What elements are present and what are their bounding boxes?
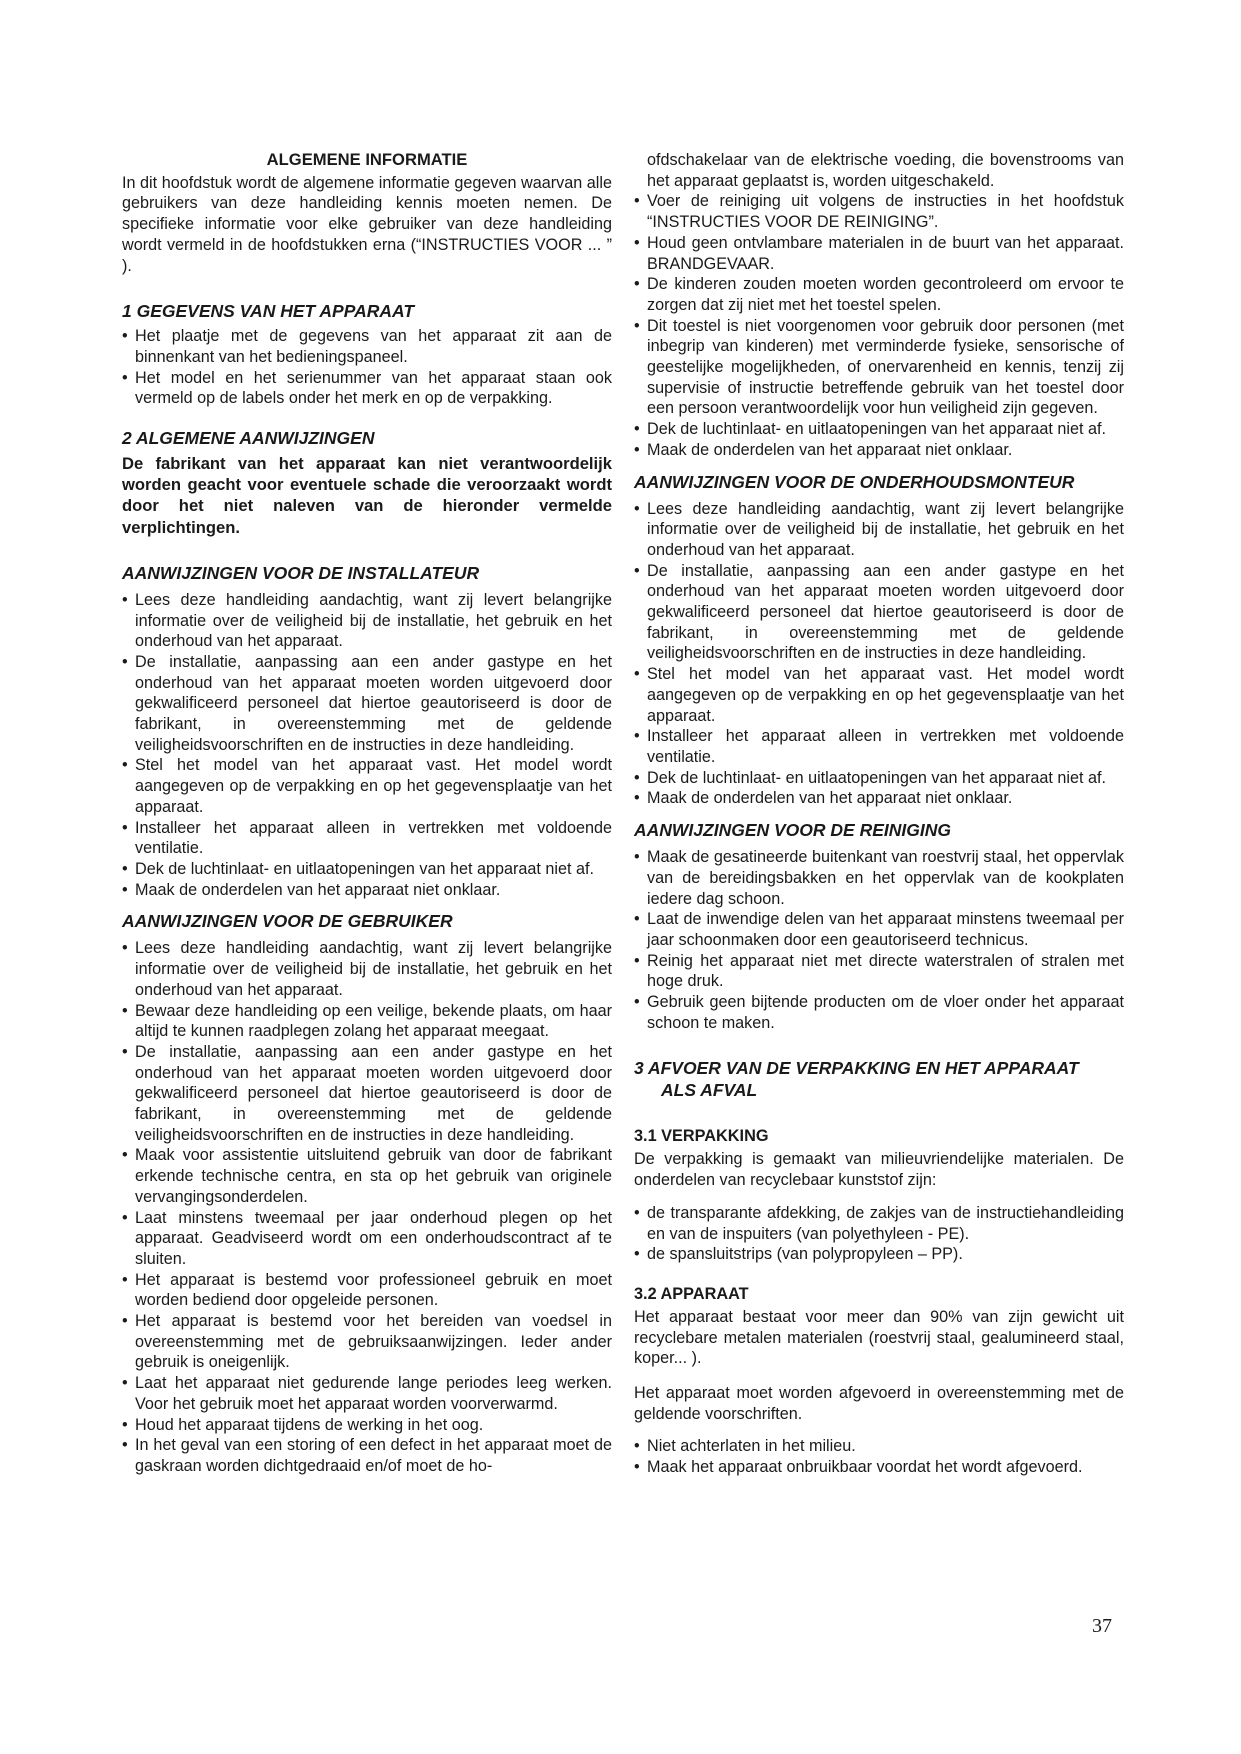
list-item: • Het apparaat is bestemd voor het bereiden van voedsel in overeenstemming met de gebruiksaanwijzingen. Ieder ander gebruik is oneigenlijk.	[122, 1311, 612, 1373]
list-item: • Niet achterlaten in het milieu.	[634, 1436, 1124, 1457]
list-item: • Dit toestel is niet voorgenomen voor gebruik door personen (met inbegrip van kinderen) met verminderde fysieke, sensorische of geestelijke mogelijkheden, of onervarenheid en kennis, tenzij zij supervisie of instructie betreffende gebruik van het toestel door een persoon verantwoordelijk voor hun veiligheid zijn gegeven.	[634, 316, 1124, 420]
packaging-paragraph: De verpakking is gemaakt van milieuvriendelijke materialen. De onderdelen van recyclebaar kunststof zijn:	[634, 1150, 1124, 1190]
installer-list	[122, 590, 612, 901]
cleaning-list	[634, 847, 1124, 1033]
subsection-3-1-heading: 3.1 VERPAKKING	[634, 1127, 769, 1146]
list-item: • De kinderen zouden moeten worden gecontroleerd om ervoor te zorgen dat zij niet met het toestel spelen.	[634, 274, 1124, 315]
list-item: • Stel het model van het apparaat vast. Het model wordt aangegeven op de verpakking en op het gegevensplaatje van het apparaat.	[634, 664, 1124, 726]
left-column	[122, 150, 612, 1477]
section-3-heading-line1: 3 AFVOER VAN DE VERPAKKING EN HET APPARAAT	[634, 1058, 1079, 1079]
section-1-list	[122, 326, 612, 409]
list-item: • Laat het apparaat niet gedurende lange periodes leeg werken. Voor het gebruik moet het apparaat worden voorverwarmd.	[122, 1373, 612, 1414]
list-item: • Het model en het serienummer van het apparaat staan ook vermeld op de labels onder het merk en op de verpakking.	[122, 368, 612, 409]
list-item: • Bewaar deze handleiding op een veilige, bekende plaats, om haar altijd te kunnen raadplegen zolang het apparaat meegaat.	[122, 1001, 612, 1042]
list-item: • Maak de onderdelen van het apparaat niet onklaar.	[634, 440, 1124, 461]
list-item: • Dek de luchtinlaat- en uitlaatopeningen van het apparaat niet af.	[634, 419, 1124, 440]
list-item: • Maak voor assistentie uitsluitend gebruik van door de fabrikant erkende technische centra, en sta op het gebruik van originele vervangingsonderdelen.	[122, 1145, 612, 1207]
packaging-list	[634, 1203, 1124, 1265]
list-item: • Lees deze handleiding aandachtig, want zij levert belangrijke informatie over de veiligheid bij de installatie, het gebruik en het onderhoud van het apparaat.	[122, 590, 612, 652]
list-item: • Maak de onderdelen van het apparaat niet onklaar.	[122, 880, 612, 901]
list-item: • Reinig het apparaat niet met directe waterstralen of stralen met hoge druk.	[634, 951, 1124, 992]
list-item: • Maak het apparaat onbruikbaar voordat het wordt afgevoerd.	[634, 1457, 1124, 1478]
section-3-heading	[634, 1057, 1124, 1101]
appliance-paragraph-1: Het apparaat bestaat voor meer dan 90% van zijn gewicht uit recyclebare metalen materialen (roestvrij staal, gealumineerd staal, koper... ).	[634, 1307, 1124, 1368]
intro-paragraph: In dit hoofdstuk wordt de algemene informatie gegeven waarvan alle gebruikers van deze handleiding kennis moeten nemen. De specifieke informatie voor elke gebruiker van deze handleiding wordt vermeld in de hoofdstukken erna (“INSTRUCTIES VOOR ... ” ).	[122, 173, 612, 275]
list-item-continued: ofdschakelaar van de elektrische voeding, die bovenstrooms van het apparaat geplaatst is, worden uitgeschakeld.	[647, 151, 1124, 190]
right-column	[634, 150, 1124, 1478]
installer-heading: AANWIJZINGEN VOOR DE INSTALLATEUR	[122, 562, 480, 583]
list-item: • Installeer het apparaat alleen in vertrekken met voldoende ventilatie.	[122, 818, 612, 859]
cleaning-heading: AANWIJZINGEN VOOR DE REINIGING	[634, 820, 951, 841]
list-item: • Dek de luchtinlaat- en uitlaatopeningen van het apparaat niet af.	[634, 768, 1124, 789]
list-item: • Het plaatje met de gegevens van het apparaat zit aan de binnenkant van het bedieningspaneel.	[122, 326, 612, 367]
subsection-3-2-heading: 3.2 APPARAAT	[634, 1284, 749, 1303]
list-item: • Houd geen ontvlambare materialen in de buurt van het apparaat. BRANDGEVAAR.	[634, 233, 1124, 274]
list-item: • Maak de onderdelen van het apparaat niet onklaar.	[634, 788, 1124, 809]
user-list-continued	[634, 150, 1124, 461]
section-2-heading: 2 ALGEMENE AANWIJZINGEN	[122, 428, 375, 449]
list-item: • De installatie, aanpassing aan een ander gastype en het onderhoud van het apparaat moeten worden uitgevoerd door gekwalificeerd personeel dat hiertoe geautoriseerd is door de fabrikant, in overeenstemming met de geldende veiligheidsvoorschriften en de instructies in deze handleiding.	[122, 1042, 612, 1146]
appliance-list	[634, 1436, 1124, 1477]
list-item: • Voer de reiniging uit volgens de instructies in het hoofdstuk “INSTRUCTIES VOOR DE REINIGING”.	[634, 191, 1124, 232]
list-item: • Het apparaat is bestemd voor professioneel gebruik en moet worden bediend door opgeleide personen.	[122, 1270, 612, 1311]
user-heading: AANWIJZINGEN VOOR DE GEBRUIKER	[122, 911, 453, 932]
liability-notice: De fabrikant van het apparaat kan niet verantwoordelijk worden geacht voor eventuele schade die veroorzaakt wordt door het niet naleven van de hieronder vermelde verplichtingen.	[122, 454, 612, 537]
list-item: • Stel het model van het apparaat vast. Het model wordt aangegeven op de verpakking en op het gegevensplaatje van het apparaat.	[122, 755, 612, 817]
appliance-paragraph-2: Het apparaat moet worden afgevoerd in overeenstemming met de geldende voorschriften.	[634, 1384, 1124, 1423]
list-item: • de transparante afdekking, de zakjes van de instructiehandleiding en van de inspuiters (van polyethyleen - PE).	[634, 1203, 1124, 1244]
list-item: • Dek de luchtinlaat- en uitlaatopeningen van het apparaat niet af.	[122, 859, 612, 880]
list-item: • De installatie, aanpassing aan een ander gastype en het onderhoud van het apparaat moeten worden uitgevoerd door gekwalificeerd personeel dat hiertoe geautoriseerd is door de fabrikant, in overeenstemming met de geldende veiligheidsvoorschriften en de instructies in deze handleiding.	[634, 561, 1124, 665]
list-item: • Lees deze handleiding aandachtig, want zij levert belangrijke informatie over de veiligheid bij de installatie, het gebruik en het onderhoud van het apparaat.	[122, 938, 612, 1000]
list-item: • Laat minstens tweemaal per jaar onderhoud plegen op het apparaat. Geadviseerd wordt om een onderhoudscontract af te sluiten.	[122, 1208, 612, 1270]
list-item: • Gebruik geen bijtende producten om de vloer onder het apparaat schoon te maken.	[634, 992, 1124, 1033]
list-item: • De installatie, aanpassing aan een ander gastype en het onderhoud van het apparaat moeten worden uitgevoerd door gekwalificeerd personeel dat hiertoe geautoriseerd is door de fabrikant, in overeenstemming met de geldende veiligheidsvoorschriften en de instructies in deze handleiding.	[122, 652, 612, 756]
maintenance-heading: AANWIJZINGEN VOOR DE ONDERHOUDSMONTEUR	[634, 471, 1075, 492]
section-1-heading: 1 GEGEVENS VAN HET APPARAAT	[122, 301, 415, 322]
list-item: • Lees deze handleiding aandachtig, want zij levert belangrijke informatie over de veiligheid bij de installatie, het gebruik en het onderhoud van het apparaat.	[634, 499, 1124, 561]
maintenance-list	[634, 499, 1124, 810]
list-item: • Houd het apparaat tijdens de werking in het oog.	[122, 1415, 612, 1436]
list-item: • Laat de inwendige delen van het apparaat minstens tweemaal per jaar schoonmaken door een geautoriseerd technicus.	[634, 909, 1124, 950]
list-item: • Installeer het apparaat alleen in vertrekken met voldoende ventilatie.	[634, 726, 1124, 767]
list-item: • de spansluitstrips (van polypropyleen – PP).	[634, 1244, 1124, 1265]
page-title: ALGEMENE INFORMATIE	[266, 150, 468, 169]
list-item: • Maak de gesatineerde buitenkant van roestvrij staal, het oppervlak van de bereidingsbakken en het oppervlak van de kookplaten iedere dag schoon.	[634, 847, 1124, 909]
user-list	[122, 938, 612, 1476]
section-3-heading-line2: ALS AFVAL	[661, 1080, 758, 1101]
list-item: • In het geval van een storing of een defect in het apparaat moet de gaskraan worden dichtgedraaid en/of moet de ho-	[122, 1435, 612, 1476]
page-number: 37	[1092, 1615, 1112, 1637]
